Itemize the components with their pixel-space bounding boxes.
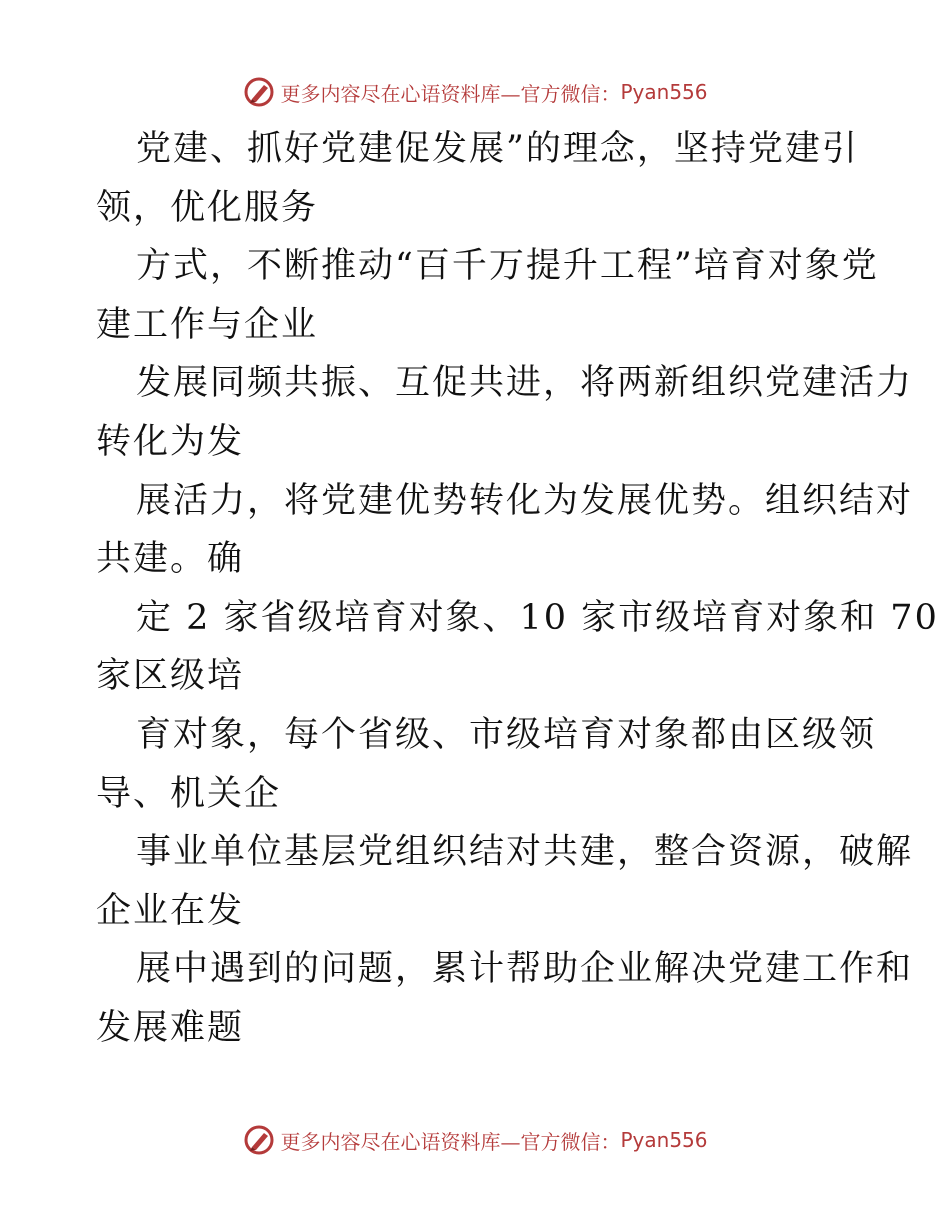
body-line: 育对象，每个省级、市级培育对象都由区级领 [136,714,877,755]
body-line: 定 2 家省级培育对象、10 家市级培育对象和 70 [136,597,939,638]
pen-logo-icon [242,75,276,109]
footer-banner-text: 更多内容尽在心语资料库—官方微信： [280,1129,621,1154]
body-line: 转化为发 [96,421,245,462]
body-line: 企业在发 [96,890,245,931]
body-line: 事业单位基层党组织结对共建，整合资源，破解 [136,832,914,873]
body-line: 领，优化服务 [96,187,319,228]
body-line: 共建。确 [96,539,245,580]
header-banner-text: 更多内容尽在心语资料库—官方微信： [280,81,621,106]
body-line: 展活力，将党建优势转化为发展优势。组织结对 [136,480,914,521]
body-line: 发展同频共振、互促共进，将两新组织党建活力 [136,363,914,404]
footer-banner [0,1120,950,1160]
header-banner [0,72,950,112]
body-line: 建工作与企业 [96,304,319,345]
body-line: 发展难题 [96,1007,245,1048]
document-body [96,120,939,1058]
body-line: 党建、抓好党建促发展”的理念，坚持党建引 [136,129,859,169]
body-line: 方式，不断推动“百千万提升工程”培育对象党 [136,246,879,287]
body-line: 家区级培 [96,656,245,697]
body-line: 导、机关企 [96,773,282,814]
footer-wechat-id: Pyan556 [620,1128,708,1152]
body-line: 展中遇到的问题，累计帮助企业解决党建工作和 [136,949,914,990]
header-wechat-id: Pyan556 [620,80,708,104]
pen-logo-icon [242,1123,276,1157]
